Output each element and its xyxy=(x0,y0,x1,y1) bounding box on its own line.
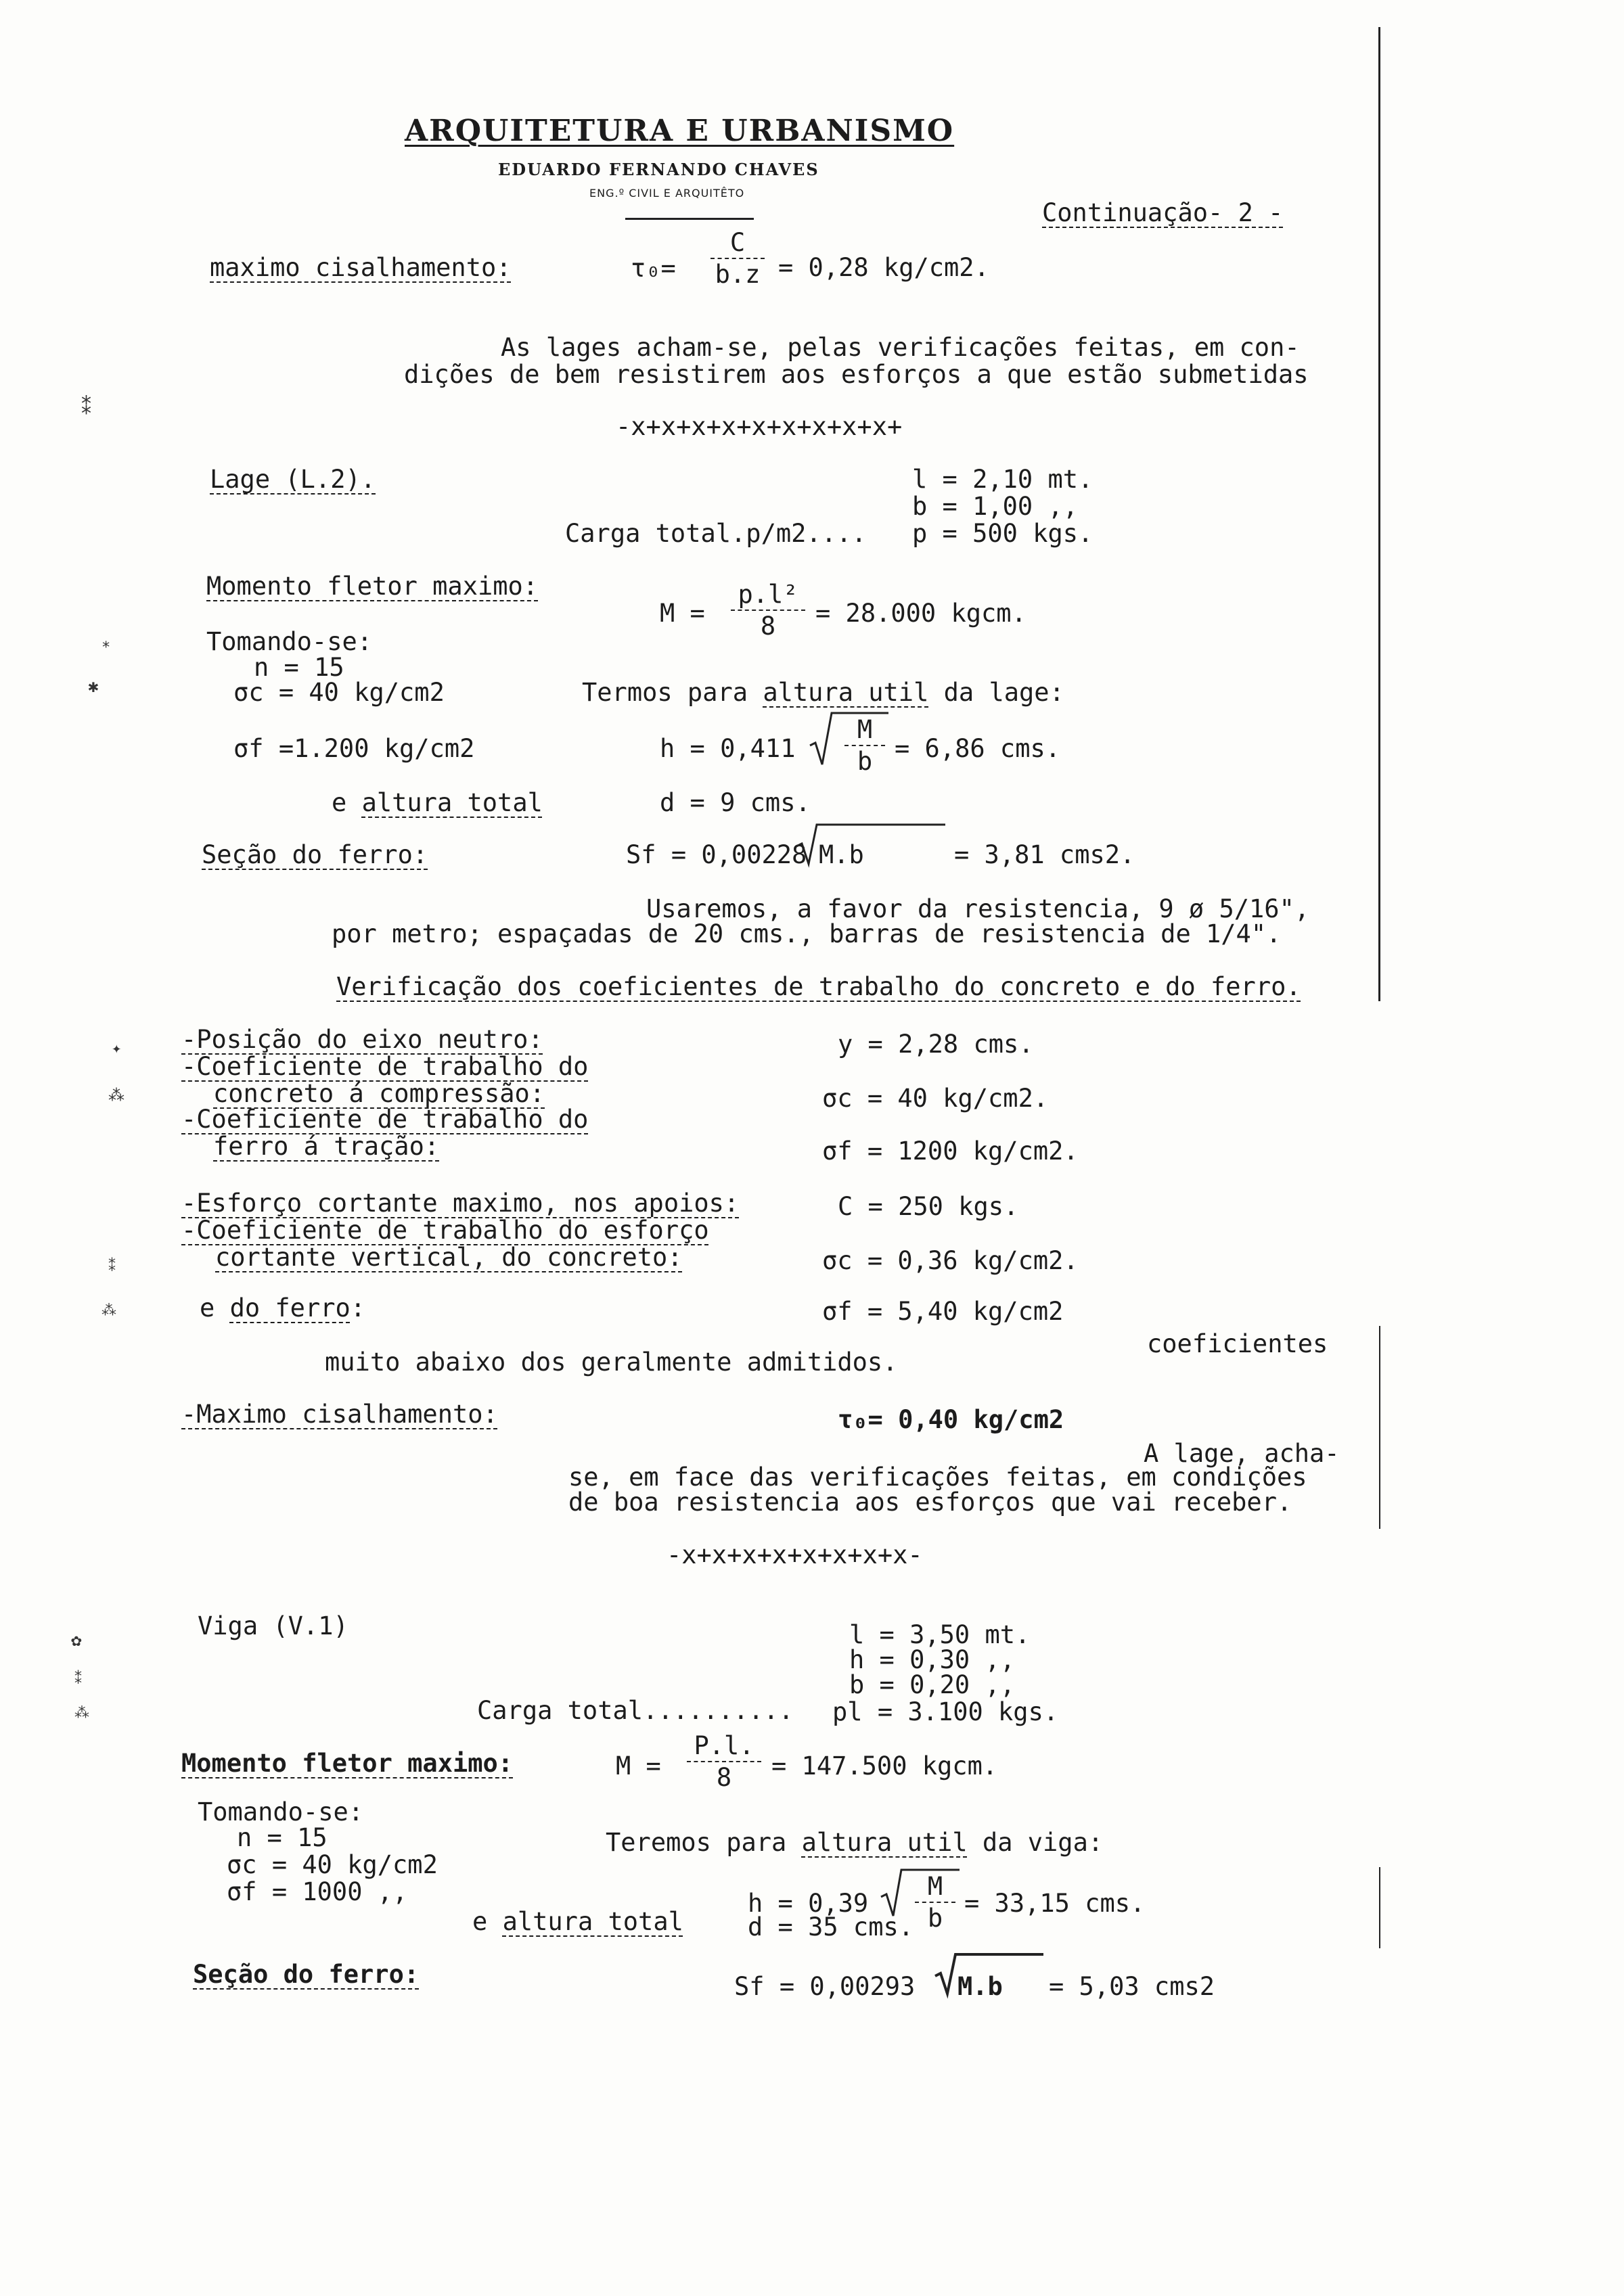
slab-moment-fraction xyxy=(731,582,805,639)
slab-assumptions-label: Tomando-se: xyxy=(206,627,373,656)
beam-height-lhs: h = 0,39 xyxy=(748,1889,869,1918)
slab-height-fraction xyxy=(844,717,885,774)
section-separator: -x+x+x+x+x+x+x+x+x+ xyxy=(616,412,903,441)
below-admitted-text: muito abaixo dos geralmente admitidos. xyxy=(325,1348,898,1377)
slab-steel-section-label: Seção do ferro: xyxy=(202,840,428,869)
steel-shear-value: σf = 5,40 kg/cm2 xyxy=(822,1297,1064,1326)
beam-moment-numerator: P.l. xyxy=(694,1731,754,1760)
beam-height-fraction xyxy=(915,1874,955,1931)
beam-moment-lhs: M = xyxy=(616,1751,661,1781)
slab-steel-result: = 3,81 cms2. xyxy=(954,840,1135,869)
max-shear-stress-value: τ₀= 0,40 kg/cm2 xyxy=(838,1405,1064,1434)
beam-sigma-f: σf = 1000 ,, xyxy=(227,1877,408,1906)
scan-speck: ✿ xyxy=(71,1630,82,1651)
shear-coef-label2: cortante vertical, do concreto: xyxy=(215,1243,683,1272)
shear-coef-label1: -Coeficiente de trabalho do esforço xyxy=(181,1216,709,1245)
steel-coef-label2: ferro á tração: xyxy=(213,1132,440,1161)
shear-denominator: b.z xyxy=(715,260,761,289)
slab-length: l = 2,10 mt. xyxy=(912,465,1093,494)
steel-coef-value: σf = 1200 kg/cm2. xyxy=(822,1136,1079,1166)
beam-title: Viga (V.1) xyxy=(198,1611,348,1640)
slab-height-result: = 6,86 cms. xyxy=(895,734,1061,763)
slab-height-rad-num: M xyxy=(857,715,873,744)
beam-moment-result: = 147.500 kgcm. xyxy=(771,1751,998,1781)
slab-moment-result: = 28.000 kgcm. xyxy=(815,599,1027,628)
scan-speck: ⁂ xyxy=(108,1086,125,1105)
scan-speck: ⁂ xyxy=(102,1302,116,1319)
shear-fraction xyxy=(710,230,765,287)
shear-numerator: C xyxy=(729,228,746,257)
slab-steel-lhs: Sf = 0,00228 xyxy=(626,840,807,869)
right-margin-edge-bottom xyxy=(1379,1867,1380,1948)
intro-paragraph-line2: dições de bem resistirem aos esforços a que estão submetidas xyxy=(404,360,1309,389)
beam-height-rad-den: b xyxy=(927,1904,943,1933)
slab-rebar-line2: por metro; espaçadas de 20 cms., barras de resistencia de 1/4". xyxy=(332,919,1282,948)
beam-height-result: = 33,15 cms. xyxy=(964,1889,1146,1918)
steel-shear-label: e do ferro: xyxy=(200,1293,366,1323)
slab-sigma-c: σc = 40 kg/cm2 xyxy=(233,678,445,707)
firm-name: ARQUITETURA E URBANISMO xyxy=(405,114,955,148)
shear-result: = 0,28 kg/cm2. xyxy=(778,253,989,282)
slab-conclusion-line2: se, em face das verificações feitas, em condições xyxy=(568,1463,1307,1492)
scan-speck: ✦ xyxy=(112,1038,122,1057)
steel-coef-label1: -Coeficiente de trabalho do xyxy=(181,1105,589,1134)
max-shear-label: maximo cisalhamento: xyxy=(210,253,512,282)
slab-moment-label: Momento fletor maximo: xyxy=(206,572,539,601)
slab-useful-height-heading: Termos para altura util da lage: xyxy=(582,678,1064,707)
slab-height-rad-den: b xyxy=(857,747,873,776)
beam-moment-fraction xyxy=(687,1733,761,1790)
beam-height-rad-num: M xyxy=(927,1872,943,1901)
intro-paragraph-line1: As lages acham-se, pelas verificações feitas, em con- xyxy=(501,333,1300,362)
beam-n-value: n = 15 xyxy=(237,1823,328,1852)
concrete-coef-label2: concreto á compressão: xyxy=(213,1079,545,1108)
beam-assumptions-label: Tomando-se: xyxy=(198,1797,364,1827)
beam-height: h = 0,30 ,, xyxy=(849,1645,1016,1674)
coefficients-word: coeficientes xyxy=(1147,1329,1328,1358)
beam-steel-result: = 5,03 cms2 xyxy=(1049,1972,1215,2001)
slab-load-value: p = 500 kgs. xyxy=(912,519,1093,548)
beam-steel-section-label: Seção do ferro: xyxy=(193,1960,420,1989)
slab-load-label: Carga total.p/m2.... xyxy=(565,519,867,548)
section-separator-2: -x+x+x+x+x+x+x+x- xyxy=(667,1540,923,1569)
right-margin-edge xyxy=(1378,27,1380,1001)
scan-speck: ⁑ xyxy=(74,1671,82,1688)
slab-moment-lhs: M = xyxy=(660,599,705,628)
slab-steel-rad: M.b xyxy=(819,840,864,869)
shear-coef-value: σc = 0,36 kg/cm2. xyxy=(822,1246,1079,1275)
beam-steel-lhs: Sf = 0,00293 xyxy=(734,1972,916,2001)
shear-force-value: C = 250 kgs. xyxy=(838,1192,1019,1221)
max-shear-stress-label: -Maximo cisalhamento: xyxy=(181,1400,498,1429)
concrete-coef-value: σc = 40 kg/cm2. xyxy=(822,1084,1049,1113)
slab-moment-denominator: 8 xyxy=(760,612,776,641)
slab-width: b = 1,00 ,, xyxy=(912,492,1079,521)
slab-rebar-line1: Usaremos, a favor da resistencia, 9 ø 5/16", xyxy=(646,894,1310,923)
right-margin-edge-lower xyxy=(1379,1326,1380,1529)
scan-speck: ✱ xyxy=(88,676,99,697)
beam-useful-height-heading: Teremos para altura util da viga: xyxy=(606,1828,1104,1857)
scan-speck: ⁑ xyxy=(81,396,91,419)
beam-length: l = 3,50 mt. xyxy=(849,1620,1031,1649)
slab-total-height-value: d = 9 cms. xyxy=(660,788,811,817)
beam-total-height-label: e altura total xyxy=(472,1907,683,1936)
slab-height-lhs: h = 0,411 xyxy=(660,734,796,763)
beam-total-height-value: d = 35 cms. xyxy=(748,1912,914,1942)
scan-speck: ⁂ xyxy=(74,1705,89,1722)
scan-speck: * xyxy=(102,639,111,656)
shear-symbol: τ₀= xyxy=(631,254,676,283)
slab-steel-radical-icon xyxy=(795,822,947,869)
verification-heading: Verificação dos coeficientes de trabalho do concreto e do ferro. xyxy=(336,972,1301,1001)
beam-sigma-c: σc = 40 kg/cm2 xyxy=(227,1850,438,1879)
beam-moment-label: Momento fletor maximo: xyxy=(181,1749,514,1778)
slab-conclusion-line1: A lage, acha- xyxy=(1144,1439,1340,1468)
engineer-title: ENG.º CIVIL E ARQUITÊTO xyxy=(589,187,745,200)
header-rule xyxy=(625,218,754,220)
continuation-label: Continuação- 2 - xyxy=(1042,198,1284,227)
beam-load-value: pl = 3.100 kgs. xyxy=(832,1697,1059,1726)
beam-moment-denominator: 8 xyxy=(716,1763,732,1792)
slab-conclusion-line3: de boa resistencia aos esforços que vai receber. xyxy=(568,1488,1292,1517)
concrete-coef-label1: -Coeficiente de trabalho do xyxy=(181,1052,589,1081)
beam-steel-rad: M.b xyxy=(957,1972,1003,2001)
neutral-axis-label: -Posição do eixo neutro: xyxy=(181,1025,543,1054)
neutral-axis-value: y = 2,28 cms. xyxy=(838,1030,1034,1059)
beam-load-label: Carga total.......... xyxy=(477,1696,794,1725)
shear-force-label: -Esforço cortante maximo, nos apoios: xyxy=(181,1189,740,1218)
slab-n-value: n = 15 xyxy=(254,653,344,682)
slab-total-height-label: e altura total xyxy=(332,788,543,817)
slab-title: Lage (L.2). xyxy=(210,465,376,494)
engineer-name: EDUARDO FERNANDO CHAVES xyxy=(498,160,819,179)
slab-sigma-f: σf =1.200 kg/cm2 xyxy=(233,734,475,763)
beam-width: b = 0,20 ,, xyxy=(849,1670,1016,1699)
slab-moment-numerator: p.l² xyxy=(738,580,798,609)
scan-speck: ⁑ xyxy=(108,1258,116,1275)
